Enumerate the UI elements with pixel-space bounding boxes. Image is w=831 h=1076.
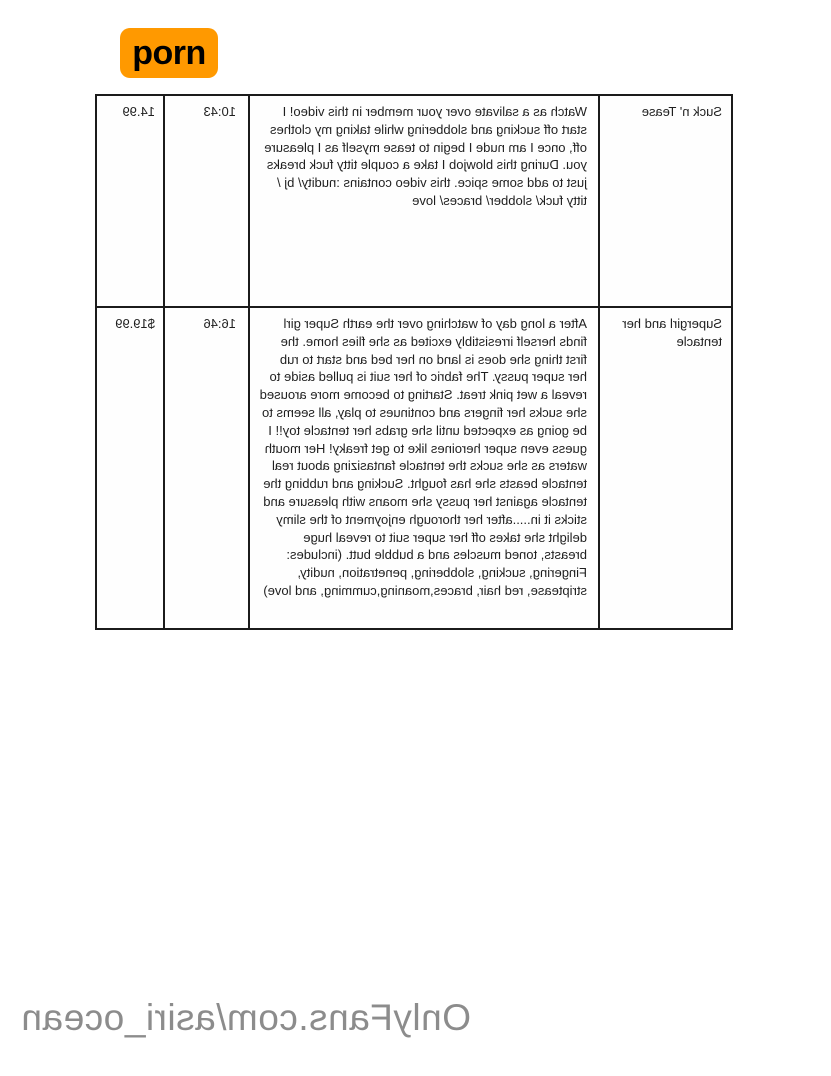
table-row: [96, 307, 732, 629]
video-title: Supergirl and her tentacle: [599, 307, 732, 629]
onlyfans-watermark: OnlyFans.com/asiri_ocean: [20, 997, 471, 1038]
video-description: After a long day of watching over the earth Super girl finds herself irresistibly excited as she flies home. the first thing she does is land on her bed and start to rub her super pussy. The fabric of her suit is pulled aside to reveal a wet pink treat. Starting to become more aroused she sucks her fingers and continues to play, all seems to be going as expected until she grabs her tentacle toy!! I guess even super heroines like to get freaky! Her mouth waters as she sucks the tentacle fantasizing about real tentacle beasts she has fought. Sucking and rubbing the tentacle against her pussy she moans with pleasure and sticks it in.....after her thorough enjoyment of the slimy delight she takes off her super suit to reveal huge breasts, toned muscles and a bubble butt. (includes: Fingering, sucking, slobbering, penetration, nudity, striptease, red hair, braces,moaning,cumming, and love): [249, 307, 599, 629]
video-duration: 10:43: [164, 95, 249, 307]
porn-logo-text: porn: [132, 34, 206, 72]
video-price: $19.99: [96, 307, 164, 629]
video-duration: 16:46: [164, 307, 249, 629]
content-table: [95, 94, 733, 630]
porn-logo: [120, 28, 218, 78]
table-row: [96, 95, 732, 307]
video-description: Watch as a salivate over your member in this video! I start off sucking and slobbering while taking my clothes off, once I am nude I begin to tease myself as I pleasure you. During this blowjob I take a couple titty fuck breaks just to add some spice. this video contains :nudity/ bj / titty fuck/ slobber/ braces/ love: [249, 95, 599, 307]
video-price: 14.99: [96, 95, 164, 307]
video-title: Suck n' Tease: [599, 95, 732, 307]
